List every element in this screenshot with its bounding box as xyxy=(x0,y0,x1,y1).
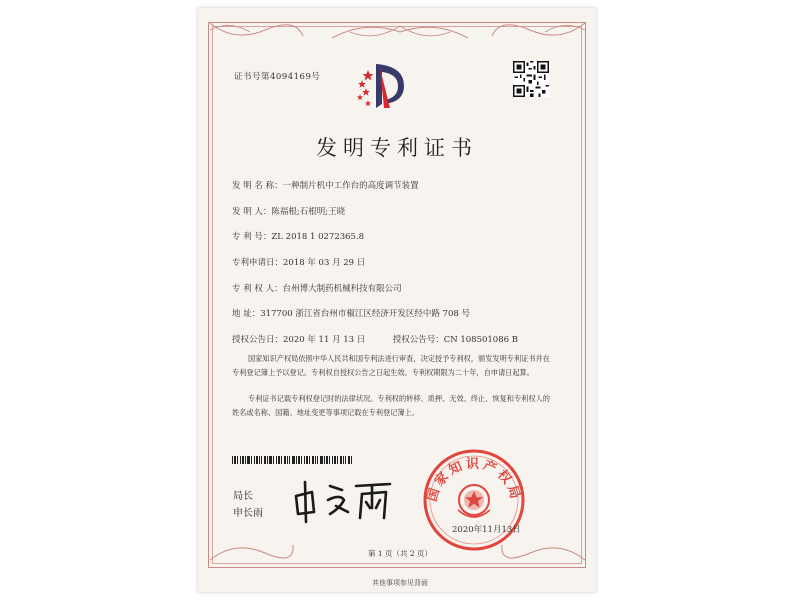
address-label: 地 址： xyxy=(232,309,261,319)
signature-icon xyxy=(290,478,396,524)
grant-date-value: 2020 年 11 月 13 日 xyxy=(283,335,366,345)
patent-number-value: ZL 2018 1 0272365.8 xyxy=(271,232,365,242)
patentee-label: 专 利 权 人： xyxy=(232,284,283,294)
application-date-label: 专利申请日： xyxy=(232,258,284,268)
grant-date-label: 授权公告日： xyxy=(232,335,284,345)
statement-paragraph-2: 专利证书记载专利权登记时的法律状况。专利权的转移、质押、无效、终止、恢复和专利权人的姓名或名称、国籍、地址变更等事项记载在专利登记簿上。 xyxy=(232,394,550,417)
patentee-value: 台州博大制药机械科技有限公司 xyxy=(282,284,402,294)
patent-number-label: 专 利 号： xyxy=(232,232,272,242)
application-date-field xyxy=(232,256,365,268)
cnipa-logo-icon xyxy=(354,58,408,114)
inventor-value: 陈福根;石根明;王晓 xyxy=(271,207,346,217)
inventor-label: 发 明 人： xyxy=(232,207,272,217)
seal-date: 2020年11月13日 xyxy=(452,525,521,535)
application-date-value: 2018 年 03 月 29 日 xyxy=(283,258,366,268)
patent-number-field xyxy=(232,230,364,242)
ornament-top-left-icon xyxy=(205,18,305,48)
ornament-top-center-icon xyxy=(330,18,470,46)
grant-info-field xyxy=(232,333,518,345)
grant-number-label: 授权公告号： xyxy=(392,335,444,345)
grant-number-value: CN 108501086 B xyxy=(443,335,518,345)
address-value: 317700 浙江省台州市椒江区经济开发区经中路 708 号 xyxy=(260,309,470,319)
invention-name-field xyxy=(232,179,419,191)
page-number: 第 1 页（共 2 页） xyxy=(367,549,433,558)
qr-code-icon xyxy=(513,61,549,97)
invention-name-value: 一种制片机中工作台的高度调节装置 xyxy=(282,181,419,191)
address-field xyxy=(232,307,470,319)
inventor-field xyxy=(232,205,345,217)
barcode-icon xyxy=(232,456,352,464)
patentee-field xyxy=(232,282,402,294)
director-name: 申长雨 xyxy=(233,508,263,519)
director-title: 局长 xyxy=(233,491,253,502)
footer-note: 其他事项参见背面 xyxy=(372,579,428,587)
seal-icon xyxy=(422,448,526,552)
seal-text: 国家知识产权局 xyxy=(424,457,524,504)
certificate-number: 证书号第4094169号 xyxy=(234,72,321,82)
certificate-title: 发明专利证书 xyxy=(316,136,478,160)
invention-name-label: 发 明 名 称： xyxy=(232,181,283,191)
ornament-top-right-icon xyxy=(490,18,590,48)
statement-paragraph-1: 国家知识产权局依照中华人民共和国专利法进行审查，决定授予专利权，颁发发明专利证书并在专利登记簿上予以登记。专利权自授权公告之日起生效。专利权期限为二十年，自申请日起算。 xyxy=(232,354,550,377)
